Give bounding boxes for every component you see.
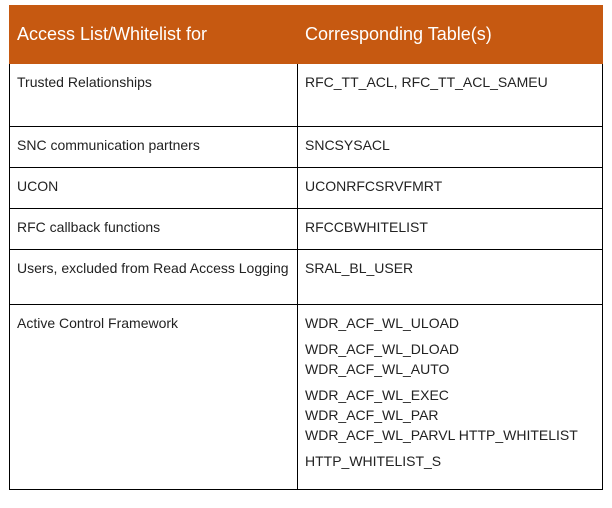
header-access-list: Access List/Whitelist for	[10, 6, 298, 64]
table-row	[10, 305, 603, 490]
table-name: WDR_ACF_WL_ULOAD	[305, 315, 460, 331]
row-label: SNC communication partners	[10, 127, 298, 168]
table-name: WDR_ACF_WL_DLOAD	[305, 341, 460, 357]
table-name: SRAL_BL_USER	[305, 260, 414, 276]
header-corresponding-tables: Corresponding Table(s)	[298, 6, 603, 64]
table-name: WDR_ACF_WL_EXEC	[305, 387, 449, 403]
table-row	[10, 250, 603, 305]
row-label: UCON	[10, 168, 298, 209]
row-tables	[298, 64, 603, 127]
table-row	[10, 127, 603, 168]
table-row	[10, 64, 603, 127]
table-name: WDR_ACF_WL_AUTO	[305, 361, 450, 377]
table-name: WDR_ACF_WL_PARVL HTTP_WHITELIST	[305, 427, 578, 443]
table-name: SNCSYSACL	[305, 137, 390, 153]
table-name: UCONRFCSRVFMRT	[305, 178, 443, 194]
table-name: RFCCBWHITELIST	[305, 219, 428, 235]
row-tables	[298, 250, 603, 305]
row-tables	[298, 127, 603, 168]
table-name: HTTP_WHITELIST_S	[305, 453, 442, 469]
row-tables	[298, 168, 603, 209]
table-row	[10, 168, 603, 209]
table-name: RFC_TT_ACL, RFC_TT_ACL_SAMEU	[305, 74, 548, 90]
access-list-table	[9, 5, 603, 490]
row-tables	[298, 305, 603, 490]
row-label: RFC callback functions	[10, 209, 298, 250]
row-label: Active Control Framework	[10, 305, 298, 490]
row-tables	[298, 209, 603, 250]
table-name: WDR_ACF_WL_PAR	[305, 407, 439, 423]
table-header-row	[10, 6, 603, 64]
table-row	[10, 209, 603, 250]
row-label: Users, excluded from Read Access Logging	[10, 250, 298, 305]
row-label: Trusted Relationships	[10, 64, 298, 127]
